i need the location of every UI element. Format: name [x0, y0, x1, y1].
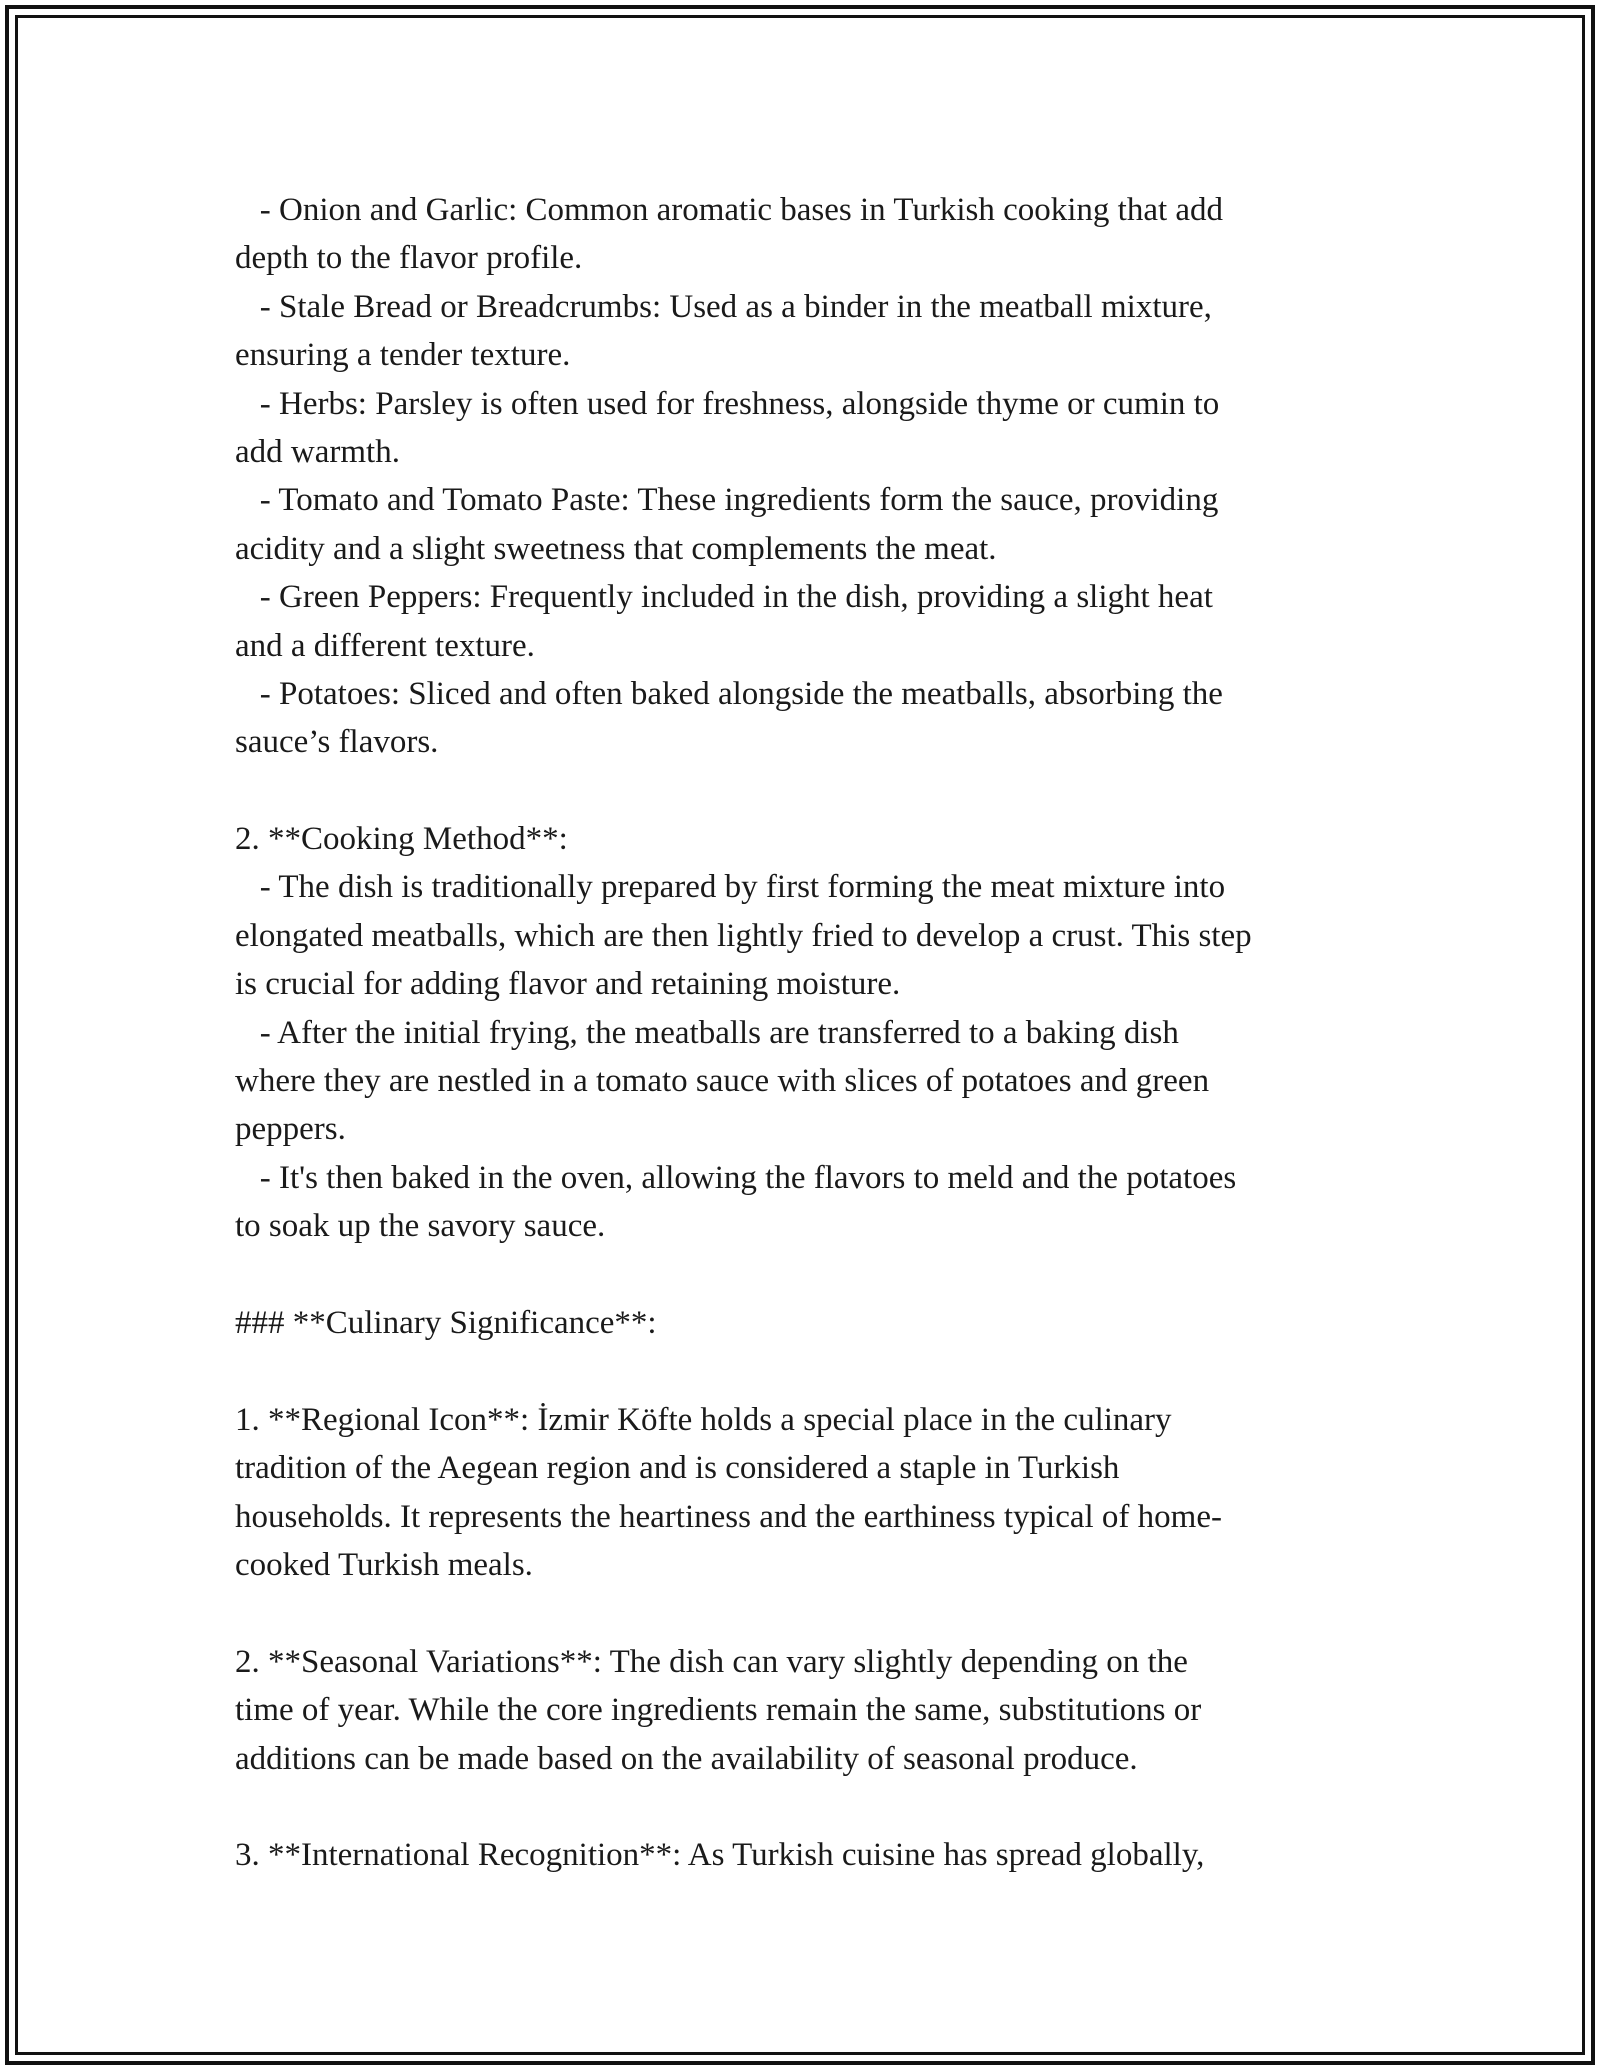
- text-line: cooked Turkish meals.: [235, 1546, 533, 1583]
- blank-line: [235, 1783, 1375, 1831]
- text-line: and a different texture.: [235, 627, 535, 664]
- blank-line: [235, 1347, 1375, 1395]
- text-line: - Tomato and Tomato Paste: These ingredients form the sauce, providing: [235, 482, 1219, 519]
- text-line: 1. **Regional Icon**: İzmir Köfte holds a special place in the culinary: [235, 1401, 1172, 1438]
- text-line: add warmth.: [235, 433, 400, 470]
- text-line: - It's then baked in the oven, allowing the flavors to meld and the potatoes: [235, 1159, 1237, 1196]
- blank-line: [235, 767, 1375, 815]
- text-line: - The dish is traditionally prepared by first forming the meat mixture into: [235, 869, 1226, 906]
- text-line: 2. **Seasonal Variations**: The dish can vary slightly depending on the: [235, 1643, 1188, 1680]
- blank-line: [235, 1589, 1375, 1637]
- text-line: sauce’s flavors.: [235, 724, 439, 761]
- text-line: - After the initial frying, the meatballs are transferred to a baking dish: [235, 1014, 1179, 1051]
- blank-line: [235, 1251, 1375, 1299]
- section-heading-cooking-method: 2. **Cooking Method**:: [235, 821, 568, 858]
- section-heading-culinary-significance: ### **Culinary Significance**:: [235, 1304, 657, 1341]
- text-line: - Herbs: Parsley is often used for freshness, alongside thyme or cumin to: [235, 385, 1220, 422]
- text-line: households. It represents the heartiness and the earthiness typical of home-: [235, 1498, 1222, 1535]
- text-line: - Green Peppers: Frequently included in the dish, providing a slight heat: [235, 579, 1213, 616]
- text-line: is crucial for adding flavor and retaining moisture.: [235, 966, 901, 1003]
- text-line: where they are nestled in a tomato sauce with slices of potatoes and green: [235, 1063, 1210, 1100]
- document-body: [235, 186, 1375, 1880]
- text-line: 3. **International Recognition**: As Turkish cuisine has spread globally,: [235, 1837, 1205, 1874]
- text-line: ensuring a tender texture.: [235, 337, 571, 374]
- text-line: - Stale Bread or Breadcrumbs: Used as a binder in the meatball mixture,: [235, 288, 1212, 325]
- text-line: time of year. While the core ingredients remain the same, substitutions or: [235, 1692, 1202, 1729]
- text-line: to soak up the savory sauce.: [235, 1208, 606, 1245]
- text-line: elongated meatballs, which are then lightly fried to develop a crust. This step: [235, 917, 1252, 954]
- text-line: additions can be made based on the availability of seasonal produce.: [235, 1740, 1138, 1777]
- text-line: depth to the flavor profile.: [235, 240, 583, 277]
- text-line: - Onion and Garlic: Common aromatic bases in Turkish cooking that add: [235, 192, 1224, 228]
- text-line: tradition of the Aegean region and is considered a staple in Turkish: [235, 1450, 1120, 1487]
- text-line: peppers.: [235, 1111, 346, 1148]
- text-line: acidity and a slight sweetness that complements the meat.: [235, 530, 997, 567]
- text-line: - Potatoes: Sliced and often baked alongside the meatballs, absorbing the: [235, 675, 1223, 712]
